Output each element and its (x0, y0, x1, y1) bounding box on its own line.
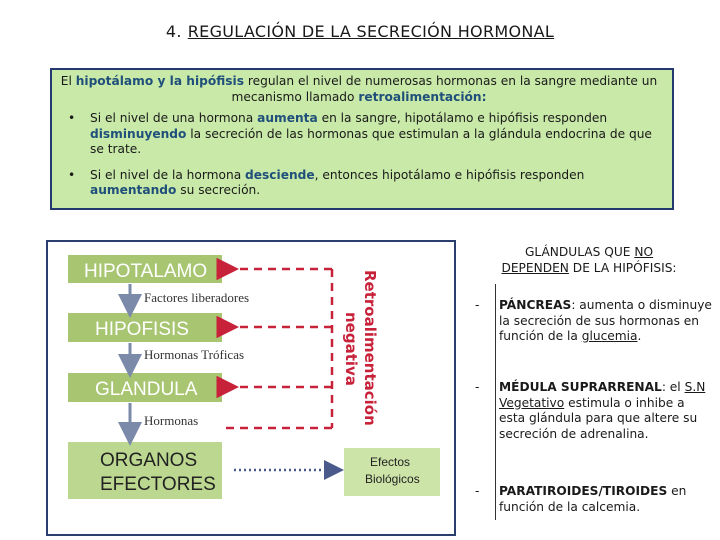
efectos-label-1: Efectos (370, 455, 411, 469)
efectos-label-2: Biológicos (365, 472, 420, 486)
side-title-underlined: DEPENDEN (501, 260, 569, 275)
hipotalamo-label: HIPOTALAMO (84, 261, 208, 282)
list-divider (495, 284, 496, 520)
title-text: REGULACIÓN DE LA SECRECIÓN HORMONAL (187, 22, 555, 41)
item-label: PARATIROIDES/TIROIDES (499, 484, 668, 498)
glandula-label: GLANDULA (95, 379, 198, 400)
side-title-text: DE LA HIPÓFISIS: (568, 260, 677, 275)
side-title-underlined: NO (634, 245, 654, 259)
organos-label-1: ORGANOS (100, 450, 198, 471)
bullet-text: su secreción. (176, 183, 261, 197)
intro-text: regulan el nivel de numerosas hormonas en la sangre mediante un mecanismo llamado (231, 74, 658, 104)
hipofisis-label: HIPOFISIS (95, 319, 189, 340)
page-title (0, 22, 720, 41)
side-panel (465, 240, 713, 520)
bullet-text: en la sangre, hipotálamo e hipófisis responden (317, 111, 608, 125)
arrow-label-factores: Factores liberadores (144, 290, 250, 305)
item-label: MÉDULA SUPRARRENAL (499, 380, 662, 394)
item-text: en función de la calcemia. (499, 484, 687, 514)
intro-box (50, 68, 674, 210)
item-underlined: S.N Vegetativo (499, 380, 706, 410)
intro-highlight: retroalimentación: (358, 89, 487, 104)
bullet-text: Si el nivel de una hormona (90, 111, 258, 125)
title-number: 4. (165, 22, 182, 41)
item-text: estimula o inhibe a esta glándula para que altere su secreción de adrenalina. (499, 395, 698, 441)
item-text: : el (661, 380, 685, 394)
retro-label-1: Retroalimentación (361, 270, 379, 426)
bullet-text: , entonces hipotálamo e hipófisis responden (314, 167, 585, 182)
intro-lead (60, 74, 658, 105)
dash-icon: - (475, 484, 480, 498)
bullet-icon: • (68, 167, 76, 182)
item-text: : aumenta o disminuye la secreción de sus hormonas en función de la (499, 298, 712, 343)
intro-bullet (60, 168, 658, 199)
bullet-text: Si el nivel de la hormona (90, 167, 246, 182)
item-underlined: glucemia (581, 329, 638, 343)
side-title-text: GLÁNDULAS QUE (524, 245, 635, 259)
diagram-svg (48, 242, 454, 534)
arrow-label-troficas: Hormonas Tróficas (144, 347, 245, 362)
bullet-highlight: disminuyendo (90, 126, 187, 141)
intro-highlight: hipotálamo y la hipófisis (75, 74, 244, 88)
dash-icon: - (475, 298, 480, 312)
item-label: PÁNCREAS (499, 298, 572, 312)
retro-label-2: negativa (342, 312, 360, 386)
arrow-label-hormonas: Hormonas (144, 413, 199, 428)
intro-bullets (60, 111, 658, 199)
dash-icon: - (475, 380, 480, 394)
bullet-icon: • (68, 111, 76, 125)
feedback-diagram (46, 240, 456, 536)
bullet-highlight: desciende (245, 167, 315, 182)
bullet-highlight: aumentando (90, 183, 177, 197)
item-text: . (637, 329, 642, 343)
bullet-text: la secreción de las hormonas que estimulan a la glándula endocrina de que se trate. (90, 126, 652, 156)
gland-list (465, 284, 713, 520)
organos-label-2: EFECTORES (100, 474, 216, 495)
intro-bullet (60, 111, 658, 158)
bullet-highlight: aumenta (257, 111, 318, 125)
side-title (465, 245, 713, 276)
intro-text: El (60, 74, 76, 88)
